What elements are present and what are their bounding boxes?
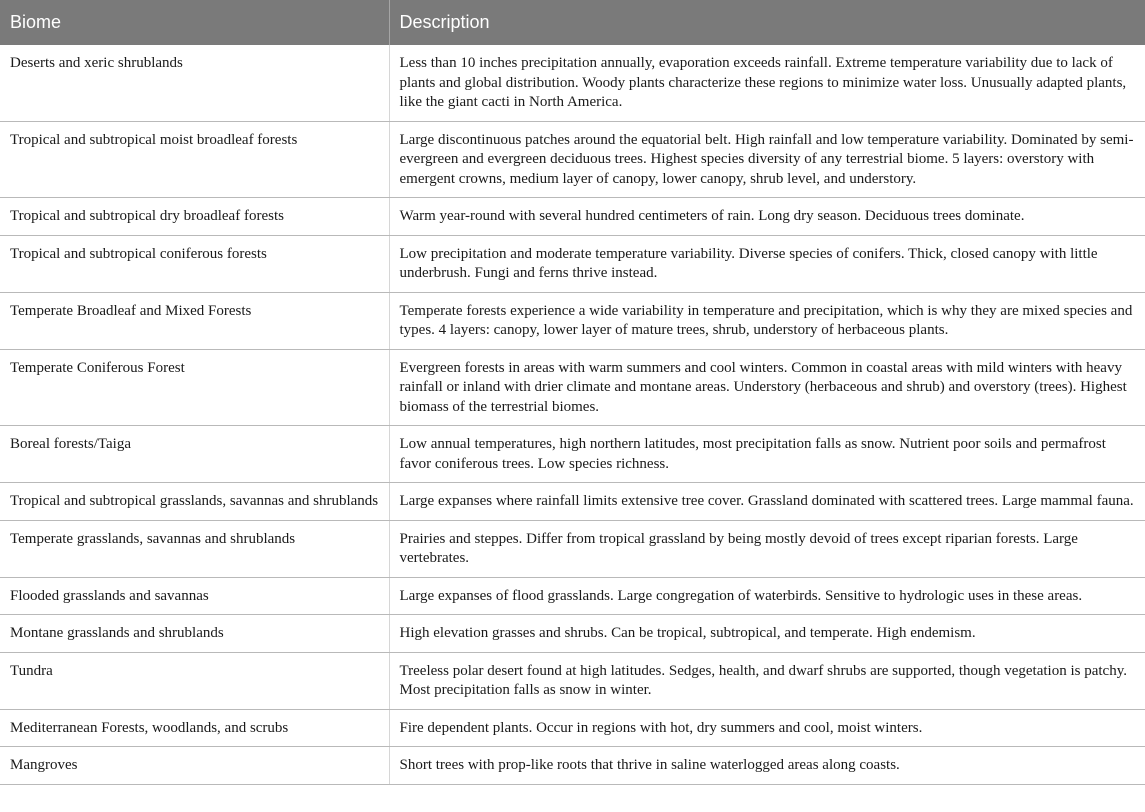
- description-cell: Large discontinuous patches around the equatorial belt. High rainfall and low temperature variability. Dominated by semi-evergreen and evergreen deciduous trees. Highest species diversity of any terrestrial biome. 5 layers: overstory with emergent crowns, medium layer of canopy, lower canopy, shrub level, and understory.: [389, 121, 1145, 198]
- description-cell: Short trees with prop-like roots that thrive in saline waterlogged areas along coasts.: [389, 747, 1145, 785]
- table-body: [0, 45, 1145, 784]
- table-row: [0, 235, 1145, 292]
- table-row: [0, 121, 1145, 198]
- description-cell: Low annual temperatures, high northern latitudes, most precipitation falls as snow. Nutrient poor soils and permafrost favor coniferous trees. Low species richness.: [389, 426, 1145, 483]
- header-description: Description: [389, 0, 1145, 45]
- biome-cell: Temperate grasslands, savannas and shrublands: [0, 520, 389, 577]
- table-row: [0, 426, 1145, 483]
- biome-cell: Boreal forests/Taiga: [0, 426, 389, 483]
- table-row: [0, 520, 1145, 577]
- table-row: [0, 747, 1145, 785]
- description-cell: High elevation grasses and shrubs. Can be tropical, subtropical, and temperate. High endemism.: [389, 615, 1145, 653]
- biome-cell: Tropical and subtropical dry broadleaf forests: [0, 198, 389, 236]
- table-row: [0, 615, 1145, 653]
- biome-cell: Tropical and subtropical grasslands, savannas and shrublands: [0, 483, 389, 521]
- description-cell: Large expanses where rainfall limits extensive tree cover. Grassland dominated with scattered trees. Large mammal fauna.: [389, 483, 1145, 521]
- biome-cell: Deserts and xeric shrublands: [0, 45, 389, 121]
- biome-cell: Tropical and subtropical moist broadleaf forests: [0, 121, 389, 198]
- header-biome: Biome: [0, 0, 389, 45]
- table-row: [0, 709, 1145, 747]
- description-cell: Evergreen forests in areas with warm summers and cool winters. Common in coastal areas with mild winters with heavy rainfall or inland with drier climate and montane areas. Understory (herbaceous and shrub) and overstory (trees). Highest biomass of the terrestrial biomes.: [389, 349, 1145, 426]
- description-cell: Treeless polar desert found at high latitudes. Sedges, health, and dwarf shrubs are supported, though vegetation is patchy. Most precipitation falls as snow in winter.: [389, 652, 1145, 709]
- table-row: [0, 652, 1145, 709]
- biome-cell: Tundra: [0, 652, 389, 709]
- description-cell: Large expanses of flood grasslands. Large congregation of waterbirds. Sensitive to hydrologic uses in these areas.: [389, 577, 1145, 615]
- table-row: [0, 292, 1145, 349]
- description-cell: Low precipitation and moderate temperature variability. Diverse species of conifers. Thick, closed canopy with little underbrush. Fungi and ferns thrive instead.: [389, 235, 1145, 292]
- biome-cell: Temperate Broadleaf and Mixed Forests: [0, 292, 389, 349]
- biome-cell: Mangroves: [0, 747, 389, 785]
- description-cell: Less than 10 inches precipitation annually, evaporation exceeds rainfall. Extreme temperature variability due to lack of plants and global distribution. Woody plants characterize these regions to minimize water loss. Unusually adapted plants, like the giant cacti in North America.: [389, 45, 1145, 121]
- biome-cell: Tropical and subtropical coniferous forests: [0, 235, 389, 292]
- table-row: [0, 45, 1145, 121]
- description-cell: Temperate forests experience a wide variability in temperature and precipitation, which is why they are mixed species and types. 4 layers: canopy, lower layer of mature trees, shrub, understory of herbaceous plants.: [389, 292, 1145, 349]
- table-header: [0, 0, 1145, 45]
- description-cell: Warm year-round with several hundred centimeters of rain. Long dry season. Deciduous trees dominate.: [389, 198, 1145, 236]
- description-cell: Prairies and steppes. Differ from tropical grassland by being mostly devoid of trees except riparian forests. Large vertebrates.: [389, 520, 1145, 577]
- biome-cell: Flooded grasslands and savannas: [0, 577, 389, 615]
- table-row: [0, 577, 1145, 615]
- header-row: [0, 0, 1145, 45]
- biome-cell: Mediterranean Forests, woodlands, and scrubs: [0, 709, 389, 747]
- table-row: [0, 483, 1145, 521]
- biome-cell: Temperate Coniferous Forest: [0, 349, 389, 426]
- table-row: [0, 198, 1145, 236]
- table-row: [0, 349, 1145, 426]
- biome-cell: Montane grasslands and shrublands: [0, 615, 389, 653]
- description-cell: Fire dependent plants. Occur in regions with hot, dry summers and cool, moist winters.: [389, 709, 1145, 747]
